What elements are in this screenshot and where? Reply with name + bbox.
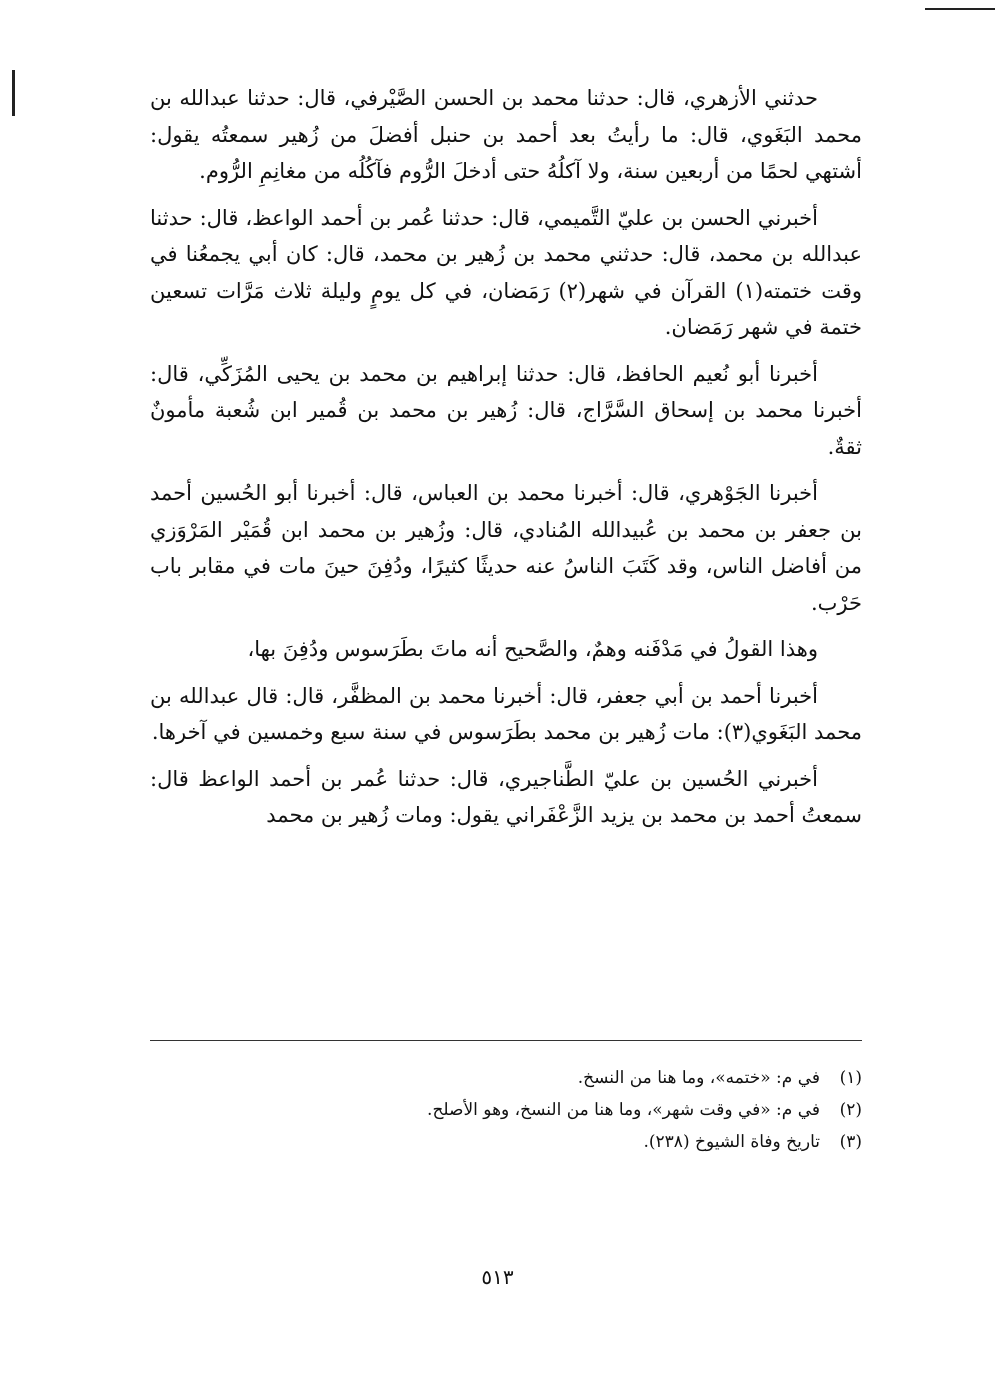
footnote-text: في م: «في وقت شهر»، وما هنا من النسخ، وهو الأصلح. — [427, 1100, 820, 1120]
footnote-2 — [150, 1094, 862, 1126]
footnote-number: (١) — [839, 1068, 862, 1088]
footnote-3 — [150, 1126, 862, 1158]
paragraph-1: حدثني الأزهري، قال: حدثنا محمد بن الحسن الصَّيْرفي، قال: حدثنا عبدالله بن محمد البَغَوي، قال: ما رأيتُ بعد أحمد بن حنبل أفضلَ من زُهير سمعتُه يقول: أشتهي لحمًا من أربعين سنة، ولا آكلُهُ حتى أدخلَ الرُّوم فآكُلُه من مغانِمِ الرُّوم. — [150, 86, 862, 183]
main-text — [150, 80, 862, 844]
paragraph-7: أخبرني الحُسين بن عليّ الطَّناجيري، قال: حدثنا عُمر بن أحمد الواعظ قال: سمعتُ أحمد بن محمد بن يزيد الزَّعْفَراني يقول: ومات زُهير بن محمد — [150, 766, 862, 827]
paragraph-6: أخبرنا أحمد بن أبي جعفر، قال: أخبرنا محمد بن المظفَّر، قال: قال عبدالله بن محمد البَغَوي(٣): مات زُهير بن محمد بطَرَسوس في سنة سبع وخمسين في آخرها. — [150, 683, 862, 744]
page-number: ٥١٣ — [481, 1265, 514, 1289]
footnote-text: في م: «ختمه»، وما هنا من النسخ. — [577, 1068, 820, 1088]
paragraph-2: أخبرني الحسن بن عليّ التَّميمي، قال: حدثنا عُمر بن أحمد الواعظ، قال: حدثنا عبدالله بن محمد، قال: حدثني محمد بن زُهير بن محمد، قال: كان أبي يجمعُنا في وقت ختمته(١) القرآن في شهر(٢) رَمَضان، في كل يومٍ وليلة ثلاث مَرَّات تسعين ختمة في شهر رَمَضان. — [150, 205, 862, 339]
footnote-1 — [150, 1062, 862, 1094]
footnote-text: تاريخ وفاة الشيوخ (٢٣٨). — [643, 1132, 820, 1152]
margin-mark — [12, 70, 15, 116]
paragraph-3: أخبرنا أبو نُعيم الحافظ، قال: حدثنا إبراهيم بن محمد بن يحيى المُزَكِّي، قال: أخبرنا محمد بن إسحاق السَّرَّاج، قال: زُهير بن محمد بن قُمير ابن شُعبة مأمونٌ ثقةٌ. — [150, 361, 862, 459]
paragraph-4: أخبرنا الجَوْهري، قال: أخبرنا محمد بن العباس، قال: أخبرنا أبو الحُسين أحمد بن جعفر بن محمد بن عُبيدالله المُنادي، قال: وزُهير بن محمد ابن قُمَيْر المَرْوَزي من أفاضل الناس، وقد كَتَبَ الناسُ عنه حديثًا كثيرًا، ودُفِنَ حينَ مات في مقابر باب حَرْب. — [150, 481, 863, 615]
footnote-number: (٢) — [839, 1100, 862, 1120]
footnote-divider — [150, 1040, 862, 1041]
paragraph-5: وهذا القولُ في مَدْفَنه وهمٌ، والصَّحيح أنه ماتَ بطَرَسوس ودُفِنَ بها، — [247, 637, 818, 661]
top-edge-rule — [925, 8, 995, 10]
footnotes — [150, 1062, 862, 1158]
footnote-number: (٣) — [839, 1132, 862, 1152]
